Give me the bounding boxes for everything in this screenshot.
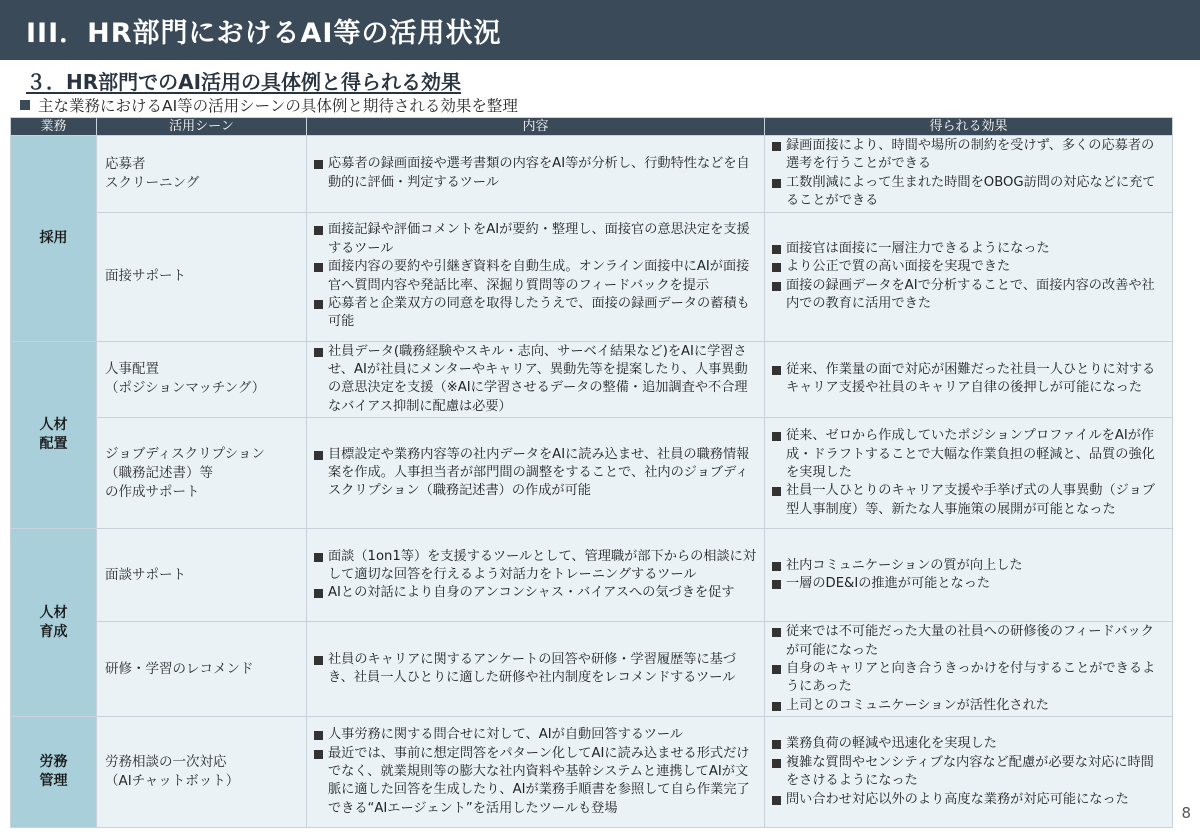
effect-cell	[765, 418, 1173, 529]
category-label: 人材 育成	[39, 604, 68, 640]
header-bar	[0, 0, 1200, 60]
content-cell	[307, 418, 765, 529]
table-row	[11, 341, 1173, 418]
scene-label: 応募者 スクリーニング	[105, 155, 200, 191]
scene-cell	[97, 212, 307, 341]
content-item: 社員データ(職務経験やスキル・志向、サーベイ結果など)をAIに学習させ、AIが社員にメンターやキャリア、異動先等を提案したり、人事異動の意思決定を支援（※AIに学習させるデータの整備・追加調査や不合理なバイアス抑制に配慮は必要）	[311, 343, 758, 417]
category-label: 労務 管理	[39, 754, 68, 790]
category-cell	[11, 341, 97, 529]
content-item: 応募者と企業双方の同意を取得したうえで、面接の録画データの蓄積も可能	[311, 295, 758, 332]
lead-text: 主な業務におけるAI等の活用シーンの具体例と期待される効果を整理	[38, 97, 518, 115]
scene-cell	[97, 717, 307, 828]
content-item: 面談（1on1等）を支援するツールとして、管理職が部下からの相談に対して適切な回答を行えるよう対話力をトレーニングするツール	[311, 548, 758, 585]
header-scene: 活用シーン	[97, 118, 307, 136]
content-list	[311, 726, 758, 818]
content-item: 目標設定や業務内容等の社内データをAIに読み込ませ、社員の職務情報案を作成。人事担当者が部門間の調整をすることで、社内のジョブディスクリプション（職務記述書）の作成が可能	[311, 446, 758, 501]
effect-list	[769, 735, 1166, 809]
category-cell	[11, 136, 97, 342]
content-list	[311, 651, 758, 688]
scene-cell	[97, 529, 307, 622]
table-body	[11, 136, 1173, 828]
table-row	[11, 212, 1173, 341]
content-cell	[307, 529, 765, 622]
effect-item: 面接官は面接に一層注力できるようになった	[769, 240, 1166, 258]
table-row	[11, 529, 1173, 622]
category-label: 採用	[39, 229, 68, 246]
scene-cell	[97, 622, 307, 717]
page-subtitle: ３．HR部門でのAI活用の具体例と得られる効果	[26, 70, 462, 94]
scene-cell	[97, 136, 307, 213]
content-list	[311, 446, 758, 501]
ai-usecase-table	[10, 117, 1173, 828]
effect-list	[769, 240, 1166, 314]
scene-label: ジョブディスクリプション （職務記述書）等 の作成サポート	[105, 445, 265, 500]
effect-cell	[765, 622, 1173, 717]
effect-list	[769, 361, 1166, 398]
scene-label: 面談サポート	[105, 566, 186, 583]
content-cell	[307, 212, 765, 341]
effect-list	[769, 557, 1166, 594]
content-list	[311, 155, 758, 192]
header-category: 業務	[11, 118, 97, 136]
section-title: III．HR部門におけるAI等の活用状況	[26, 17, 502, 49]
effect-item: 社内コミュニケーションの質が向上した	[769, 557, 1166, 575]
effect-cell	[765, 136, 1173, 213]
effect-item: 社員一人ひとりのキャリア支援や手挙げ式の人事異動（ジョブ型人事制度）等、新たな人事施策の展開が可能となった	[769, 482, 1166, 519]
effect-item: より公正で質の高い面接を実現できた	[769, 258, 1166, 276]
scene-label: 面接サポート	[105, 268, 186, 285]
category-cell	[11, 717, 97, 828]
table-row	[11, 418, 1173, 529]
content-item: 人事労務に関する問合せに対して、AIが自動回答するツール	[311, 726, 758, 744]
effect-list	[769, 427, 1166, 519]
effect-list	[769, 137, 1166, 211]
page-number: 8	[1181, 804, 1191, 822]
effect-cell	[765, 212, 1173, 341]
table-row	[11, 136, 1173, 213]
content-list	[311, 221, 758, 331]
effect-item: 面接の録画データをAIで分析することで、面接内容の改善や社内での教育に活用できた	[769, 277, 1166, 314]
category-label: 人材 配置	[39, 416, 68, 452]
effect-item: 複雑な質問やセンシティブな内容など配慮が必要な対応に時間をさけるようになった	[769, 754, 1166, 791]
effect-item: 従来、作業量の面で対応が困難だった社員一人ひとりに対するキャリア支援や社員のキャリア自律の後押しが可能になった	[769, 361, 1166, 398]
scene-label: 人事配置 （ポジションマッチング）	[105, 361, 266, 397]
effect-item: 自身のキャリアと向き合うきっかけを付与することができるようにあった	[769, 660, 1166, 697]
effect-item: 従来、ゼロから作成していたポジションプロファイルをAIが作成・ドラフトすることで大幅な作業負担の軽減と、品質の強化を実現した	[769, 427, 1166, 482]
effect-cell	[765, 717, 1173, 828]
header-content: 内容	[307, 118, 765, 136]
content-item: 社員のキャリアに関するアンケートの回答や研修・学習履歴等に基づき、社員一人ひとりに適した研修や社内制度をレコメンドするツール	[311, 651, 758, 688]
header-effect: 得られる効果	[765, 118, 1173, 136]
content-item: 面接内容の要約や引継ぎ資料を自動生成。オンライン面接中にAIが面接官へ質問内容や発話比率、深掘り質問等のフィードバックを提示	[311, 258, 758, 295]
table-row	[11, 717, 1173, 828]
effect-item: 録画面接により、時間や場所の制約を受けず、多くの応募者の選考を行うことができる	[769, 137, 1166, 174]
effect-item: 従来では不可能だった大量の社員への研修後のフィードバックが可能になった	[769, 623, 1166, 660]
effect-cell	[765, 529, 1173, 622]
effect-item: 一層のDE&Iの推進が可能となった	[769, 575, 1166, 593]
content-list	[311, 548, 758, 603]
content-cell	[307, 622, 765, 717]
effect-item: 上司とのコミュニケーションが活性化された	[769, 697, 1166, 715]
scene-label: 研修・学習のレコメンド	[105, 660, 254, 677]
effect-list	[769, 623, 1166, 715]
effect-item: 業務負荷の軽減や迅速化を実現した	[769, 735, 1166, 753]
content-item: AIとの対話により自身のアンコンシャス・バイアスへの気づきを促す	[311, 584, 758, 602]
content-cell	[307, 717, 765, 828]
scene-cell	[97, 341, 307, 418]
scene-label: 労務相談の一次対応 （AIチャットボット）	[105, 754, 240, 790]
category-cell	[11, 529, 97, 717]
content-cell	[307, 341, 765, 418]
content-list	[311, 343, 758, 417]
content-item: 最近では、事前に想定問答をパターン化してAIに読み込ませる形式だけでなく、就業規則等の膨大な社内資料や基幹システムと連携してAIが文脈に適した回答を生成したり、AIが業務手順書を参照して自ら作業完了できる“AIエージェント”を活用したツールも登場	[311, 745, 758, 819]
table-row	[11, 622, 1173, 717]
lead-line	[20, 94, 518, 116]
content-item: 応募者の録画面接や選考書類の内容をAI等が分析し、行動特性などを自動的に評価・判定するツール	[311, 155, 758, 192]
content-cell	[307, 136, 765, 213]
effect-item: 問い合わせ対応以外のより高度な業務が対応可能になった	[769, 791, 1166, 809]
effect-item: 工数削減によって生まれた時間をOBOG訪問の対応などに充てることができる	[769, 174, 1166, 211]
table-header-row	[11, 118, 1173, 136]
scene-cell	[97, 418, 307, 529]
effect-cell	[765, 341, 1173, 418]
content-item: 面接記録や評価コメントをAIが要約・整理し、面接官の意思決定を支援するツール	[311, 221, 758, 258]
square-bullet-icon	[20, 100, 30, 110]
